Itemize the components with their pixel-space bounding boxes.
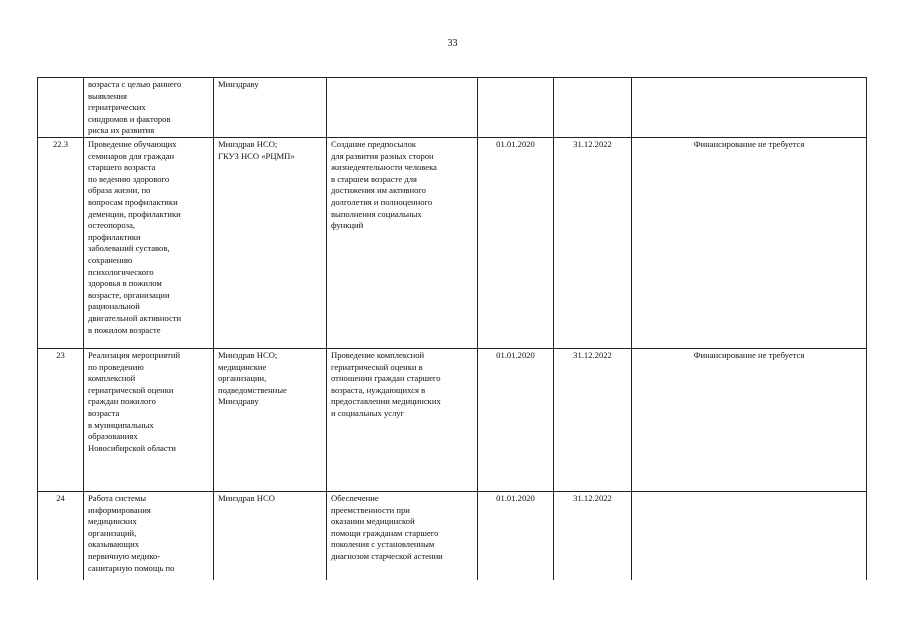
end-date-cell <box>554 78 632 138</box>
financing-cell: Финансирование не требуется <box>632 349 867 492</box>
executor-cell: Минздрав НСО <box>214 492 327 580</box>
page-number: 33 <box>447 38 458 49</box>
executor-cell: Минздрав НСО; медицинские организации, подведомственные Минздраву <box>214 349 327 492</box>
executor-cell: Минздрав НСО; ГКУЗ НСО «РЦМП» <box>214 138 327 349</box>
table-row <box>38 349 867 492</box>
financing-cell <box>632 492 867 580</box>
end-date-cell: 31.12.2022 <box>554 492 632 580</box>
row-number: 22.3 <box>38 138 84 349</box>
start-date-cell: 01.01.2020 <box>478 349 554 492</box>
start-date-cell <box>478 78 554 138</box>
table-row <box>38 78 867 138</box>
row-number <box>38 78 84 138</box>
action-cell: возраста с целью раннего выявления гериатрических синдромов и факторов риска их развития <box>84 78 214 138</box>
end-date-cell: 31.12.2022 <box>554 138 632 349</box>
action-cell: Реализация мероприятий по проведению комплексной гериатрической оценки граждан пожилого возраста в муниципальных образованиях Новосибирской области <box>84 349 214 492</box>
result-cell: Проведение комплексной гериатрической оценки в отношении граждан старшего возраста, нуждающихся в предоставлении медицинских и социальных услуг <box>327 349 478 492</box>
action-cell: Работа системы информирования медицинских организаций, оказывающих первичную медико- санитарную помощь по <box>84 492 214 580</box>
start-date-cell: 01.01.2020 <box>478 492 554 580</box>
end-date-cell: 31.12.2022 <box>554 349 632 492</box>
action-cell: Проведение обучающих семинаров для граждан старшего возраста по ведению здорового образа жизни, по вопросам профилактики деменции, профилактики остеопороза, профилактики заболеваний суставов, сохранению психологического здоровья в пожилом возрасте, организации рациональной двигательной активности в пожилом возрасте <box>84 138 214 349</box>
row-number: 23 <box>38 349 84 492</box>
result-cell <box>327 78 478 138</box>
plan-table <box>37 77 867 580</box>
result-cell: Создание предпосылок для развития разных сторон жизнедеятельности человека в старшем возрасте для достижения им активного долголетия и полноценного выполнения социальных функций <box>327 138 478 349</box>
financing-cell: Финансирование не требуется <box>632 138 867 349</box>
table-row <box>38 138 867 349</box>
table-row <box>38 492 867 580</box>
financing-cell <box>632 78 867 138</box>
start-date-cell: 01.01.2020 <box>478 138 554 349</box>
row-number: 24 <box>38 492 84 580</box>
executor-cell: Минздраву <box>214 78 327 138</box>
result-cell: Обеспечение преемственности при оказании медицинской помощи гражданам старшего поколения с установленным диагнозом старческой астении <box>327 492 478 580</box>
